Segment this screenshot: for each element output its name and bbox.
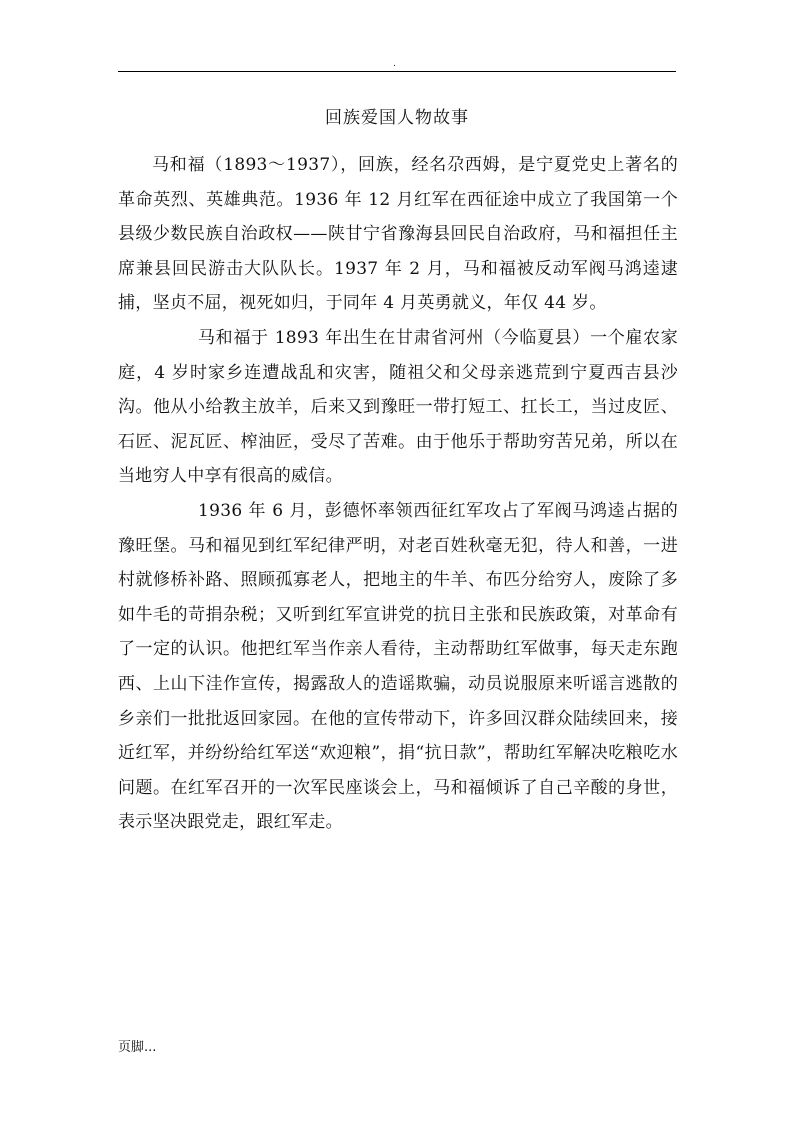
body-paragraph-2: 马和福于 1893 年出生在甘肃省河州（今临夏县）一个雇农家庭，4 岁时家乡连遭战乱和灾害，随祖父和父母亲逃荒到宁夏西吉县沙沟。他从小给教主放羊，后来又到豫旺一带打短工、扛长工，当过皮匠、石匠、泥瓦匠、榨油匠，受尽了苦难。由于他乐于帮助穷苦兄弟，所以在当地穷人中享有很高的威信。 xyxy=(118,327,678,487)
document-body xyxy=(118,148,678,840)
footer-label: 页脚... xyxy=(118,1040,157,1055)
document-title: 回族爱国人物故事 xyxy=(325,108,469,128)
header-mark: . xyxy=(393,59,396,69)
header-divider xyxy=(118,71,676,72)
body-paragraph-1: 马和福（1893～1937），回族，经名尕西姆，是宁夏党史上著名的革命英烈、英雄典范。1936 年 12 月红军在西征途中成立了我国第一个县级少数民族自治政权——陕甘宁省豫海县回民自治政府，马和福担任主席兼县回民游击大队队长。1937 年 2 月，马和福被反动军阀马鸿逵逮捕，坚贞不屈，视死如归，于同年 4 月英勇就义，年仅 44 岁。 xyxy=(118,155,678,314)
body-paragraph-3: 1936 年 6 月，彭德怀率领西征红军攻占了军阀马鸿逵占据的豫旺堡。马和福见到红军纪律严明，对老百姓秋毫无犯，待人和善，一进村就修桥补路、照顾孤寡老人，把地主的牛羊、布匹分给穷人，废除了多如牛毛的苛捐杂税；又听到红军宣讲党的抗日主张和民族政策，对革命有了一定的认识。他把红军当作亲人看待，主动帮助红军做事，每天走东跑西、上山下洼作宣传，揭露敌人的造谣欺骗，动员说服原来听谣言逃散的乡亲们一批批返回家园。在他的宣传带动下，许多回汉群众陆续回来，接近红军，并纷纷给红军送“欢迎粮”，捐“抗日款”，帮助红军解决吃粮吃水问题。在红军召开的一次军民座谈会上，马和福倾诉了自己辛酸的身世，表示坚决跟党走，跟红军走。 xyxy=(118,500,678,833)
